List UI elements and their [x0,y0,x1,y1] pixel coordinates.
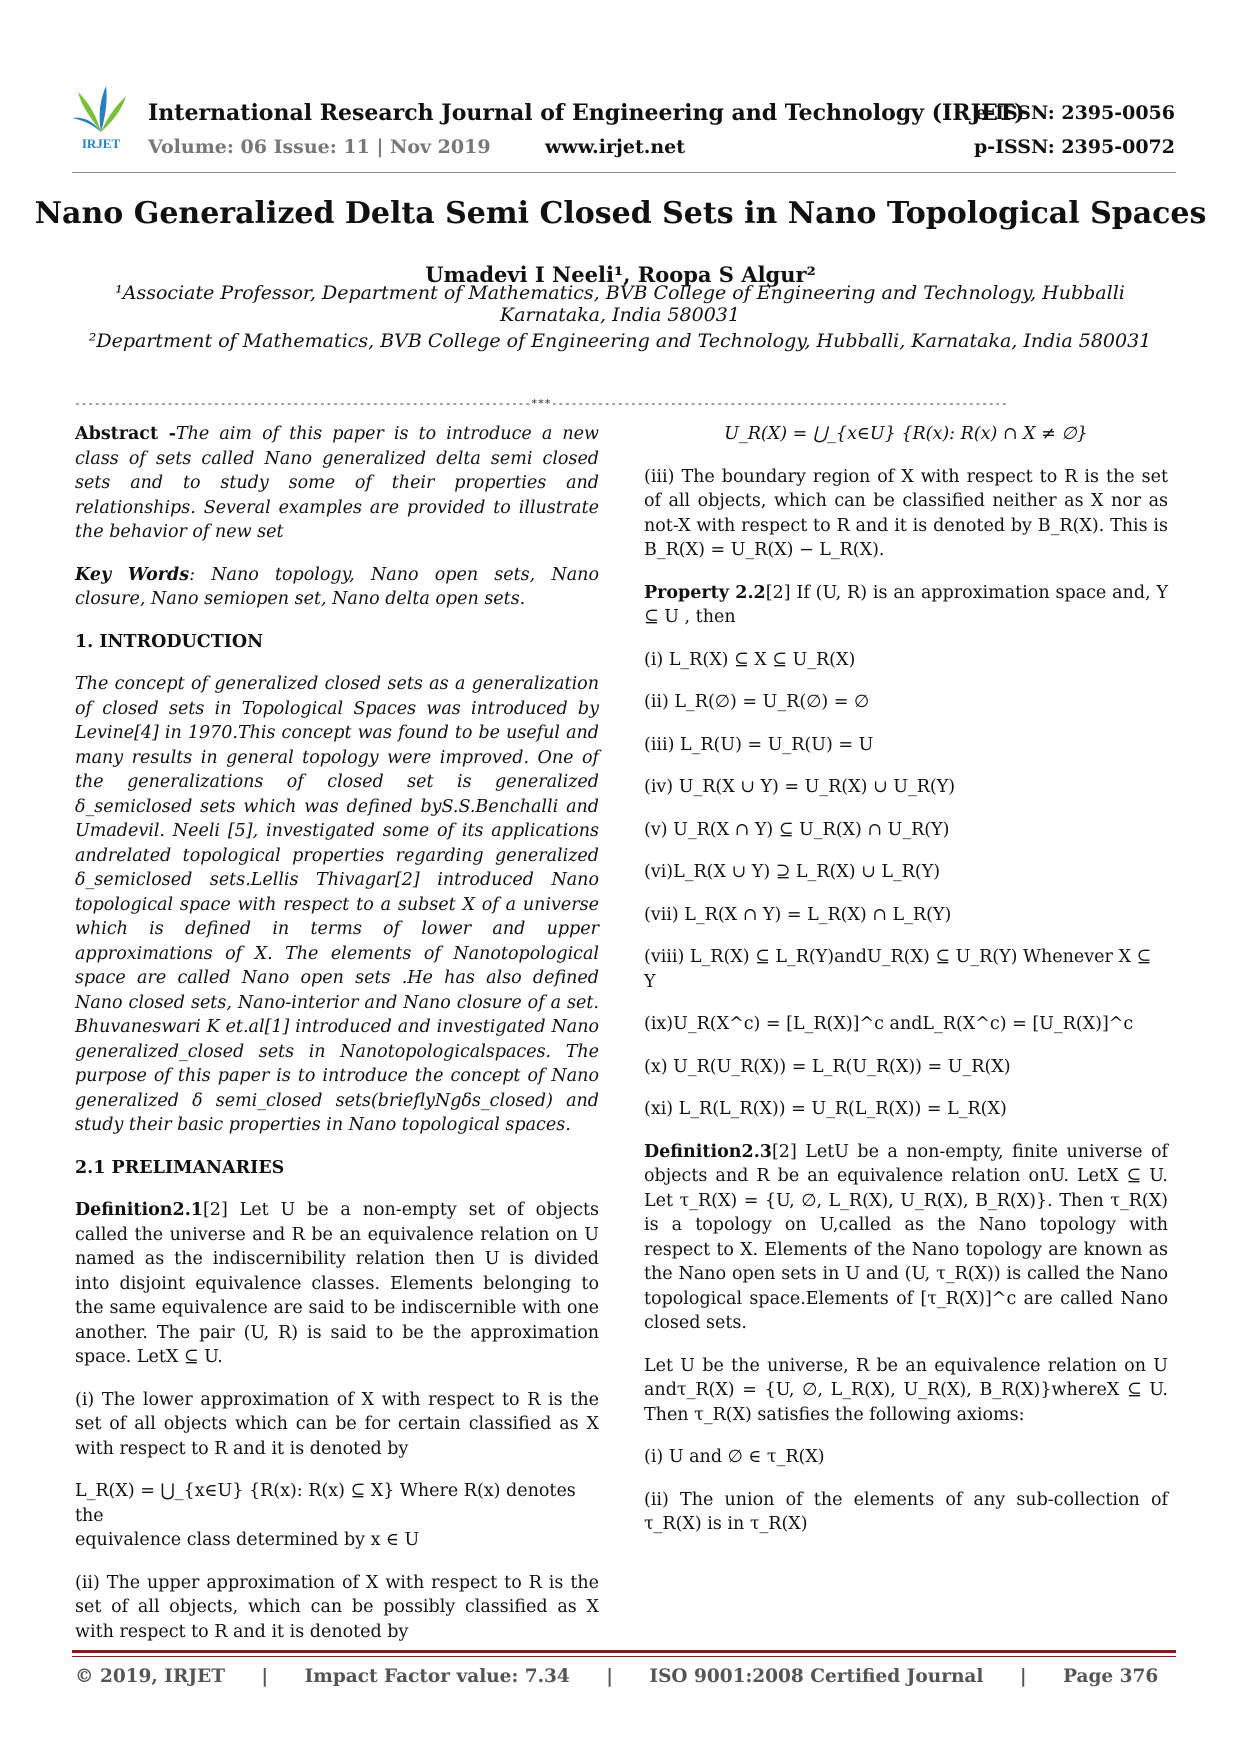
affiliation-2: ²Department of Mathematics, BVB College of Engineering and Technology, Hubballi, Karnataka, India 580031 [88,330,1152,352]
property-item: (i) L_R(X) ⊆ X ⊆ U_R(X) [644,649,856,670]
footer-page-number: Page 376 [1063,1666,1159,1687]
def21-label: Definition2.1 [75,1200,203,1220]
intro-heading: 1. INTRODUCTION [75,631,264,652]
keywords-text: : Nano topology, Nano open sets, Nano closure, Nano semiopen set, Nano delta open sets. [75,564,599,609]
lower-approx-equation-cont: equivalence class determined by x ∈ U [75,1530,420,1550]
authors: Umadevi I Neeli¹, Roopa S Algur² [425,262,816,287]
abstract-label: Abstract - [75,424,176,444]
property-item: (ix)U_R(X^c) = [L_R(X)]^c andL_R(X^c) = [U_R(X)]^c [644,1014,1134,1034]
property-item: (x) U_R(U_R(X)) = L_R(U_R(X)) = U_R(X) [644,1056,1011,1077]
property-item: (vi)L_R(X ∪ Y) ⊇ L_R(X) ∪ L_R(Y) [644,862,941,882]
footer-iso: ISO 9001:2008 Certified Journal [649,1666,984,1687]
abstract-text: The aim of this paper is to introduce a new class of sets called Nano generalized delta semi closed sets and to study some of their properties and relationships. Several examples are provided to illustrate the behavior of new set [75,424,600,542]
footer-rule-thick [72,1650,1176,1653]
irjet-logo [70,82,132,152]
intro-text: The concept of generalized closed sets as a generalization of closed sets in Topological Spaces was introduced by Levine[4] in 1970.This concept was found to be useful and many results in general topology were improved. One of the generalizations of closed set is generalized δ_semiclosed sets which was defined byS.S.Benchalli and Umadevil. Neeli [5], investigated some of its applications andrelated topological properties regarding generalized δ_semiclosed sets.Lellis Thivagar[2] introduced Nano topological space with respect to a subset X of a universe which is defined in terms of lower and upper approximations of X. The elements of Nanotopological space are called Nano open sets .He has also defined Nano closed sets, Nano-interior and Nano closure of a set. Bhuvaneswari K et.al[1] introduced and investigated Nano generalized_closed sets in Nanotopologicalspaces. The purpose of this paper is to introduce the concept of Nano generalized δ semi_closed sets(brieflyNgδs_closed) and study their basic properties in Nano topological spaces. [75,674,599,1135]
footer-copyright: © 2019, IRJET [75,1666,225,1687]
right-column [644,422,1168,1555]
keywords [75,563,599,612]
property-item: (viii) L_R(X) ⊆ L_R(Y)andU_R(X) ⊆ U_R(Y) Whenever X ⊆ Y [644,947,1152,992]
prelim-heading: 2.1 PRELIMANARIES [75,1157,285,1178]
footer-separator: | [1019,1666,1027,1687]
boundary-item: (iii) The boundary region of X with respect to R is the set of all objects, which can be classified neither as X nor as not-X with respect to R and it is denoted by B_R(X). This is B_R(X) = U_R(X) − L_R(X). [644,466,1168,560]
footer-impact-factor: Impact Factor value: 7.34 [304,1666,570,1687]
p-issn: p-ISSN: 2395-0072 [973,136,1175,158]
property-item: (iv) U_R(X ∪ Y) = U_R(X) ∪ U_R(Y) [644,777,956,797]
property-item: (ii) L_R(∅) = U_R(∅) = ∅ [644,692,870,712]
footer-separator: | [261,1666,269,1687]
header-rule [72,172,1176,173]
definition-2-3 [644,1140,1168,1336]
def23-text: [2] LetU be a non-empty, finite universe of objects and R be an equivalence relation onU. LetX ⊆ U. Let τ_R(X) = {U, ∅, L_R(X), U_R(X), B_R(X)}. Then τ_R(X) is a topology on U,called as the Nano topology with respect to X. Elements of the Nano topology are known as the Nano open sets in U and (U, τ_R(X)) is called the Nano topological space.Elements of [τ_R(X)]^c are called Nano closed sets. [644,1141,1168,1333]
logo-text: IRJET [81,136,121,151]
e-issn: e-ISSN: 2395-0056 [975,102,1175,124]
keywords-label: Key Words [75,564,190,585]
prop-label: Property 2.2 [644,582,766,603]
property-item: (v) U_R(X ∩ Y) ⊆ U_R(X) ∩ U_R(Y) [644,819,950,840]
volume-issue: Volume: 06 Issue: 11 | Nov 2019 [148,136,491,158]
property-item: (iii) L_R(U) = U_R(U) = U [644,734,874,755]
footer-rule-thin [72,1656,1176,1657]
upper-approx-equation: U_R(X) = ⋃_{x∈U} {R(x): R(x) ∩ X ≠ ∅} [724,424,1088,444]
definition-2-1 [75,1198,599,1370]
affiliation-1: ¹Associate Professor, Department of Mathematics, BVB College of Engineering and Technology, Hubballi Karnataka, India 580031 [115,282,1125,326]
axioms-intro: Let U be the universe, R be an equivalence relation on U andτ_R(X) = {U, ∅, L_R(X), U_R(X), B_R(X)}whereX ⊆ U. Then τ_R(X) satisfies the following axioms: [644,1355,1168,1425]
website-link[interactable]: www.irjet.net [545,136,686,158]
abstract [75,422,599,545]
axiom-ii: (ii) The union of the elements of any sub-collection of τ_R(X) is in τ_R(X) [644,1489,1168,1534]
upper-approx-item: (ii) The upper approximation of X with respect to R is the set of all objects, which can be possibly classified as X with respect to R and it is denoted by [75,1572,599,1642]
property-2-2 [644,581,1168,630]
def21-text: [2] Let U be a non-empty set of objects called the universe and R be an equivalence relation on U named as the indiscernibility relation then U is divided into disjoint equivalence classes. Elements belonging to the same equivalence are said to be indiscernible with one another. The pair (U, R) is said to be the approximation space. LetX ⊆ U. [75,1200,599,1367]
lower-approx-equation: L_R(X) = ⋃_{x∈U} {R(x): R(x) ⊆ X} Where R(x) denotes the [75,1481,576,1526]
footer [75,1666,1158,1687]
prop-text: [2] If (U, R) is an approximation space and, Y ⊆ U , then [644,582,1169,627]
lower-approx-item: (i) The lower approximation of X with respect to R is the set of all objects which can be for certain classified as X with respect to R and it is denoted by [75,1389,599,1459]
property-item: (vii) L_R(X ∩ Y) = L_R(X) ∩ L_R(Y) [644,904,952,925]
property-item: (xi) L_R(L_R(X)) = U_R(L_R(X)) = L_R(X) [644,1099,1007,1119]
left-column [75,422,599,1662]
journal-name: International Research Journal of Engineering and Technology (IRJET) [148,100,1025,126]
footer-separator: | [606,1666,613,1687]
axiom-i: (i) U and ∅ ∈ τ_R(X) [644,1447,825,1467]
def23-label: Definition2.3 [644,1141,772,1162]
paper-title: Nano Generalized Delta Semi Closed Sets in Nano Topological Spaces [34,196,1207,231]
section-divider: ---------------------------------------------------------------------***--------------------------------------------------------------------- [74,397,1008,410]
